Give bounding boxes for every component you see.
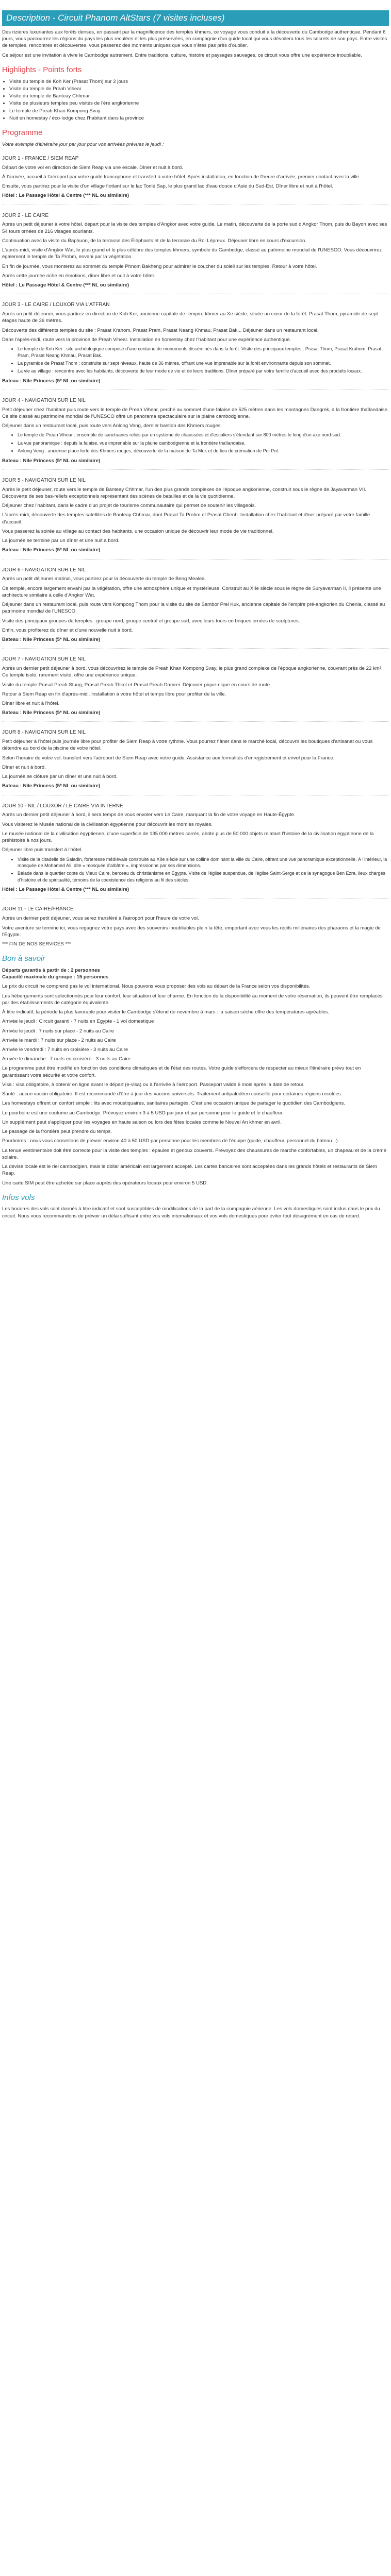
highlights-list — [2, 78, 389, 122]
day-extra: *** FIN DE NOS SERVICES *** — [2, 941, 71, 947]
day-paragraph: Continuation avec la visite du Baphuon, de la terrasse des Éléphants et de la terrasse du Roi Lépreux. Déjeuner libre en cours d'excursion. — [2, 238, 307, 244]
day-section — [2, 729, 389, 789]
day-paragraph: Déjeuner libre puis transfert à l'hôtel. — [2, 847, 83, 853]
infos-vols-title: Infos vols — [2, 1193, 35, 1202]
day-paragraph: Après le petit déjeuner, route vers le temple de Banteay Chhmar, l'un des plus grands complexes de l'époque angkorienne, construit sous le règne de Jayavarman VII. Découverte de ses bas-reliefs exceptionnels représentant des scènes de batailles et de la vie quotidienne. — [2, 486, 367, 499]
infos-vols-text: Les horaires des vols sont donnés à titre indicatif et sont susceptibles de modifications de la part de la compagnie aérienne. Les vols domestiques sont inclus dans le prix du circuit. Nous vous recommandons de prévoir un délai suffisant entre vos vols internationaux et vos vols domestiques pour éviter tout désagrément en cas de retard. — [2, 1206, 380, 1219]
day-paragraph: Retour à Siem Reap en fin d'après-midi. Installation à votre hôtel et temps libre pour profiter de la ville. — [2, 691, 226, 697]
list-item: • Visite du temple de Preah Vihear — [9, 86, 389, 92]
info-line: À titre indicatif, la période la plus favorable pour visiter le Cambodge s'étend de novembre à mars : la saison sèche offre des températures agréables. — [2, 1009, 330, 1015]
info-paragraph: Le pourboire est une coutume au Cambodge. Prévoyez environ 3 à 5 USD par jour et par personne pour le guide et le chauffeur. — [2, 1110, 284, 1116]
list-item: • Visite de la citadelle de Saladin, forteresse médiévale construite au XIIe siècle sur une colline dominant la ville du Caire, offrant une vue panoramique exceptionnelle. À l'intérieur, la mosquée de Mohamed Ali, dite « mosquée d'albâtre », impressionne par ses dimensions. — [18, 856, 389, 869]
day-paragraph: Après un dernier petit déjeuner à bord, vous découvrirez le temple de Preah Khan Kompong Svay, le plus grand complexe de l'époque angkorienne, couvrant près de 22 km². Ce temple isolé, rarement visité, offre une expérience unique. — [2, 666, 383, 679]
day-paragraph: Votre aventure se termine ici, vous regagnez votre pays avec des souvenirs inoubliables plein la tête, emportant avec vous les récits millénaires des pharaons et la magie de l'Égypte. — [2, 925, 381, 938]
day-paragraph: Après un dernier petit déjeuner, vous serez transféré à l'aéroport pour l'heure de votre vol. — [2, 916, 199, 922]
info-paragraph: La devise locale est le riel cambodgien, mais le dollar américain est largement accepté. Les cartes bancaires sont acceptées dans les grands hôtels et restaurants de Siem Reap. — [2, 1164, 377, 1177]
divider — [2, 559, 389, 560]
day-section — [2, 906, 389, 947]
list-item: • Le temple de Koh Ker : site archéologique composé d'une centaine de monuments disséminés dans la forêt. Visite des principaux temples : Prasat Thom, Prasat Krahom, Prasat Pram, Prasat Neang Khmau, Prasat Bak. — [18, 346, 389, 359]
day-paragraph: Le musée national de la civilisation égyptienne, d'une superficie de 135 000 mètres carrés, abrite plus de 50 000 objets relatant l'histoire de la civilisation égyptienne de la préhistoire à nos jours. — [2, 831, 374, 844]
list-item: • La vie au village : rencontre avec les habitants, découverte de leur mode de vie et de leurs traditions. Dîner préparé par votre famille d'accueil avec des produits locaux. — [18, 368, 389, 374]
day-section — [2, 212, 389, 289]
intro-paragraph: Des rizières luxuriantes aux forêts denses, en passant par la magnificence des temples khmers, ce voyage vous conduit à la découverte du Cambodge authentique. Pendant 6 jours, vous parcourrez les régions du pays les plus reculées et les plus préservées, en compagnie d'un guide local qui vous dévoilera tous les secrets de son pays. Entre visites de temples, rencontres et découvertes, vous passerez des moments uniques que vous n'êtes pas près d'oublier. — [2, 29, 387, 49]
day-paragraph: Après un petit déjeuner à votre hôtel, départ pour la visite des temples d'Angkor avec votre guide. Le matin, découverte de la porte sud d'Angkor Thom, puis du Bayon avec ses 54 tours ornées de 216 visages souriants. — [2, 222, 387, 234]
day-paragraph: L'après-midi, découverte des temples satellites de Banteay Chhmar, dont Prasat Ta Prohm et Prasat Chenh. Installation chez l'habitant et dîner préparé par votre famille d'accueil. — [2, 512, 370, 525]
info-paragraph: Un supplément peut s'appliquer pour les voyages en haute saison ou lors des fêtes locales comme le Nouvel An khmer en avril. — [2, 1119, 282, 1125]
day-accommodation: Bateau : Nile Princess (5* NL ou similaire) — [2, 783, 101, 789]
info-paragraph: Le programme peut être modifié en fonction des conditions climatiques et de l'état des routes. Votre guide s'efforcera de respecter au mieux l'itinéraire prévu tout en garantissant votre sécurité et votre confort. — [2, 1065, 361, 1078]
info-paragraph: Pourboires : nous vous conseillons de prévoir environ 40 à 50 USD par personne pour les membres de l'équipe (guide, chauffeur, personnel du bateau...). — [2, 1138, 339, 1144]
info-line: Arrivée le dimanche : 7 nuits en croisière - 3 nuits au Caire — [2, 1056, 131, 1062]
day-section — [2, 397, 389, 464]
day-sublist — [2, 856, 389, 884]
divider — [2, 389, 389, 390]
list-item: • Visite du temple de Koh Ker (Prasat Thom) sur 2 jours — [9, 78, 389, 85]
list-item: • Nuit en homestay / éco-lodge chez l'habitant dans la province — [9, 115, 389, 122]
day-accommodation: Bateau : Nile Princess (5* NL ou similaire) — [2, 378, 101, 384]
day-paragraph: Ce temple, encore largement envahi par la végétation, offre une atmosphère unique et mystérieuse. Construit au XIIe siècle sous le règne de Suryavarman II, il présente une architecture similaire à celle d'Angkor Wat. — [2, 585, 381, 598]
day-extra: Après cette journée riche en émotions, dîner libre et nuit à votre hôtel. — [2, 273, 155, 279]
day-title: JOUR 11 - LE CAIRE/FRANCE — [2, 906, 74, 912]
divider — [2, 648, 389, 649]
programme-note: Votre exemple d'itinéraire jour par jour pour vos arrivées prévues le jeudi : — [2, 141, 164, 147]
day-paragraph: Petit déjeuner à l'hôtel puis journée libre pour profiter de Siem Reap à votre rythme. Vous pourrez flâner dans le marché local, découvrir les boutiques d'artisanat ou vous détendre au bord de la piscine de votre hôtel. — [2, 739, 373, 752]
info-line: Arrivée le jeudi : Circuit garanti - 7 nuits en Egypte - 1 vol domestique — [2, 1019, 154, 1025]
divider — [2, 721, 389, 722]
bon-a-savoir-title: Bon à savoir — [2, 954, 45, 963]
list-item: • La vue panoramique : depuis la falaise, vue imprenable sur la plaine cambodgienne et la frontière thaïlandaise. — [18, 440, 389, 446]
day-accommodation: Bateau : Nile Princess (5* NL ou similaire) — [2, 637, 101, 643]
day-paragraph: Petit déjeuner chez l'habitant puis route vers le temple de Preah Vihear, perché au sommet d'une falaise de 525 mètres dans les montagnes Dangrek, à la frontière thaïlandaise. Ce site classé au patrimoine mondial de l'UNESCO offre un panorama spectaculaire sur la plaine cambodgienne. — [2, 406, 389, 419]
day-title: JOUR 4 - NAVIGATION SUR LE NIL — [2, 397, 86, 403]
info-paragraph: Les homestays offrent un confort simple : lits avec moustiquaires, sanitaires partagés. C'est une occasion unique de partager le quotidien des Cambodgiens. — [2, 1100, 346, 1107]
bon-a-savoir-intro: Départs garantis à partir de : 2 personnes Capacité maximale du groupe : 15 personnes — [2, 967, 109, 980]
info-paragraph: La tenue vestimentaire doit être correcte pour la visite des temples : épaules et genoux couverts. Prévoyez des chaussures de marche confortables, un chapeau et de la crème solaire. — [2, 1147, 386, 1160]
days-container — [2, 155, 389, 947]
day-section — [2, 301, 389, 384]
day-paragraph: Visite des principaux groupes de temples : groupe nord, groupe central et groupe sud, avec leurs tours en briques ornées de sculptures. — [2, 618, 300, 624]
day-paragraph: Selon l'horaire de votre vol, transfert vers l'aéroport de Siem Reap avec votre guide. Assistance aux formalités d'enregistrement et envol pour la France. — [2, 755, 335, 761]
day-extra: La journée se clôture par un dîner et une nuit à bord. — [2, 774, 118, 780]
day-accommodation: Hôtel : Le Passage Hôtel & Centre (*** NL ou similaire) — [2, 887, 129, 893]
day-sublist — [2, 432, 389, 454]
info-line: Les hébergements sont sélectionnés pour leur confort, leur situation et leur charme. En fonction de la disponibilité au moment de votre réservation, ils peuvent être remplacés par des établissements de catégorie équivalente. — [2, 993, 383, 1006]
info-line: Arrivée le vendredi : 7 nuits en croisière - 3 nuits au Caire — [2, 1047, 128, 1053]
day-extra: Dîner libre et nuit à l'hôtel. — [2, 700, 60, 706]
day-paragraph: Départ de votre vol en direction de Siem Reap via une escale. Dîner et nuit à bord. — [2, 164, 183, 171]
info-paragraph: Visa : visa obligatoire, à obtenir en ligne avant le départ (e-visa) ou à l'arrivée à l'aéroport. Passeport valide 6 mois après la date de retour. — [2, 1081, 305, 1088]
list-item: • Visite du temple de Banteay Chhmar — [9, 93, 389, 99]
day-title: JOUR 1 - FRANCE / SIEM REAP — [2, 155, 79, 161]
day-paragraph: Vous visiterez le Musée national de la civilisation égyptienne pour découvrir les momies royales. — [2, 821, 213, 827]
day-paragraph: Après un dernier petit déjeuner à bord, il sera temps de vous envoler vers Le Caire, marquant la fin de votre voyage en Haute-Égypte. — [2, 812, 296, 818]
info-paragraph: Santé : aucun vaccin obligatoire. Il est recommandé d'être à jour des vaccins universels. Traitement antipaludéen conseillé pour certaines régions reculées. — [2, 1091, 343, 1097]
day-accommodation: Bateau : Nile Princess (5* NL ou similaire) — [2, 547, 101, 553]
day-extra: La journée se termine par un dîner et une nuit à bord. — [2, 538, 120, 544]
list-item: • Anlong Veng : ancienne place forte des Khmers rouges, découverte de la maison de Ta Mok et du lieu de crémation de Pol Pot. — [18, 448, 389, 454]
day-accommodation: Bateau : Nile Princess (5* NL ou similaire) — [2, 710, 101, 716]
day-paragraph: Visite du temple Prasat Preah Stung, Prasat Preah Thkol et Prasat Preah Damrei. Déjeuner pique-nique en cours de route. — [2, 682, 271, 688]
list-item: • Visite de plusieurs temples peu visités de l'ère angkorienne — [9, 100, 389, 107]
day-paragraph: Découverte des différents temples du site : Prasat Krahom, Prasat Pram, Prasat Neang Khmau, Prasat Bak... Déjeuner dans un restaurant local. — [2, 327, 319, 333]
page-title: Description - Circuit Phanom AltStars (7 visites incluses) — [2, 10, 389, 26]
day-extra: Enfin, vous profiterez du dîner et d'une nouvelle nuit à bord. — [2, 627, 133, 633]
highlights-title: Highlights - Points forts — [2, 65, 82, 74]
day-paragraph: Après un petit déjeuner matinal, vous partirez pour la découverte du temple de Beng Mealea. — [2, 576, 206, 582]
day-paragraph: À l'arrivée, accueil à l'aéroport par votre guide francophone et transfert à votre hôtel. Après installation, en fonction de l'heure d'arrivée, premier contact avec la ville. — [2, 174, 361, 180]
day-title: JOUR 3 - LE CAIRE / LOUXOR VIA L'ATFRAN — [2, 302, 110, 308]
day-paragraph: Dans l'après-midi, route vers la province de Preah Vihear. Installation en homestay chez l'habitant pour une expérience authentique. — [2, 336, 291, 343]
day-paragraph: L'après-midi, visite d'Angkor Wat, le plus grand et le plus célèbre des temples khmers, symbole du Cambodge, classé au patrimoine mondial de l'UNESCO. Vous découvrirez également le temple de Ta Prohm, envahi par la végétation. — [2, 247, 382, 260]
day-paragraph: Déjeuner dans un restaurant local, puis route vers Anlong Veng, dernier bastion des Khmers rouges. — [2, 423, 222, 429]
day-section — [2, 656, 389, 716]
day-title: JOUR 7 - NAVIGATION SUR LE NIL — [2, 656, 86, 663]
page — [0, 10, 391, 2576]
day-title: JOUR 2 - LE CAIRE — [2, 212, 49, 218]
day-title: JOUR 5 - NAVIGATION SUR LE NIL — [2, 477, 86, 483]
day-sublist — [2, 346, 389, 375]
info-paragraph: Le passage de la frontière peut prendre du temps. — [2, 1129, 112, 1135]
info-line: Le prix du circuit ne comprend pas le vol international. Nous pouvons vous proposer des vols au départ de la France selon vos disponibilités. — [2, 984, 311, 990]
day-paragraph: Vous passerez la soirée au village au contact des habitants, une occasion unique de découvrir leur mode de vie traditionnel. — [2, 528, 274, 534]
info-line: Arrivée le mardi : 7 nuits sur place - 2 nuits au Caire — [2, 1037, 116, 1043]
day-paragraph: Déjeuner chez l'habitant, dans le cadre d'un projet de tourisme communautaire qui permet de soutenir les villageois. — [2, 503, 256, 509]
intro-paragraph: Ce séjour est une invitation à vivre le Cambodge autrement. Entre traditions, culture, histoire et paysages sauvages, ce circuit vous offre une expérience inoubliable. — [2, 52, 362, 58]
day-paragraph: Déjeuner dans un restaurant local, puis route vers Kompong Thom pour la visite du site de Sambor Prei Kuk, ancienne capitale de l'empire pré-angkorien du Chenla, classé au patrimoine mondial de l'UNESCO. — [2, 602, 385, 615]
day-paragraph: Ensuite, vous partirez pour la visite d'un village flottant sur le lac Tonlé Sap, le plus grand lac d'eau douce d'Asie du Sud-Est. Dîner libre et nuit à l'hôtel. — [2, 183, 333, 190]
day-title: JOUR 10 - NIL / LOUXOR / LE CAIRE VIA INTERNE — [2, 803, 123, 809]
bon-a-savoir-lines — [2, 983, 389, 1062]
day-title: JOUR 8 - NAVIGATION SUR LE NIL — [2, 730, 86, 736]
day-paragraph: Après un petit déjeuner, vous partirez en direction de Koh Ker, ancienne capitale de l'empire khmer au Xe siècle, située au cœur de la forêt. Prasat Thom, pyramide de sept étages haute de 36 mètres. — [2, 311, 378, 324]
day-accommodation: Bateau : Nile Princess (5* NL ou similaire) — [2, 457, 101, 464]
list-item: • Le temple de Preah Khan Kompong Svay — [9, 108, 389, 114]
intro — [2, 29, 389, 59]
day-accommodation: Hôtel : Le Passage Hôtel & Centre (*** NL ou similaire) — [2, 282, 129, 289]
divider — [2, 469, 389, 470]
day-paragraph: Dîner et nuit à bord. — [2, 764, 46, 770]
list-item: • Le temple de Preah Vihear : ensemble de sanctuaires reliés par un système de chaussées et d'escaliers s'étendant sur 800 mètres le long d'un axe nord-sud. — [18, 432, 389, 438]
day-section — [2, 803, 389, 893]
day-section — [2, 567, 389, 643]
info-paragraph: Une carte SIM peut être achetée sur place auprès des opérateurs locaux pour environ 5 USD. — [2, 1180, 208, 1186]
day-paragraph: En fin de journée, vous monterez au sommet du temple Phnom Bakheng pour admirer le coucher du soleil sur les temples. Retour à votre hôtel. — [2, 263, 317, 269]
divider — [2, 898, 389, 899]
day-section — [2, 477, 389, 554]
list-item: • La pyramide de Prasat Thom : construite sur sept niveaux, haute de 36 mètres, offrant une vue imprenable sur la forêt environnante depuis son sommet. — [18, 360, 389, 366]
list-item: • Balade dans le quartier copte du Vieux Caire, berceau du christianisme en Égypte. Visite de l'église suspendue, de l'église Saint-Serge et de la synagogue Ben Ezra, lieux chargés d'histoire et de spiritualité, témoins de la coexistence des religions au fil des siècles. — [18, 870, 389, 883]
programme-title: Programme — [2, 128, 43, 138]
day-accommodation: Hôtel : Le Passage Hôtel & Centre (*** NL ou similaire) — [2, 193, 129, 199]
day-section — [2, 155, 389, 199]
day-title: JOUR 6 - NAVIGATION SUR LE NIL — [2, 567, 86, 573]
bon-a-savoir-paras — [2, 1065, 389, 1186]
info-line: Arrivée le jeudi : 7 nuits sur place - 2 nuits au Caire — [2, 1028, 115, 1034]
